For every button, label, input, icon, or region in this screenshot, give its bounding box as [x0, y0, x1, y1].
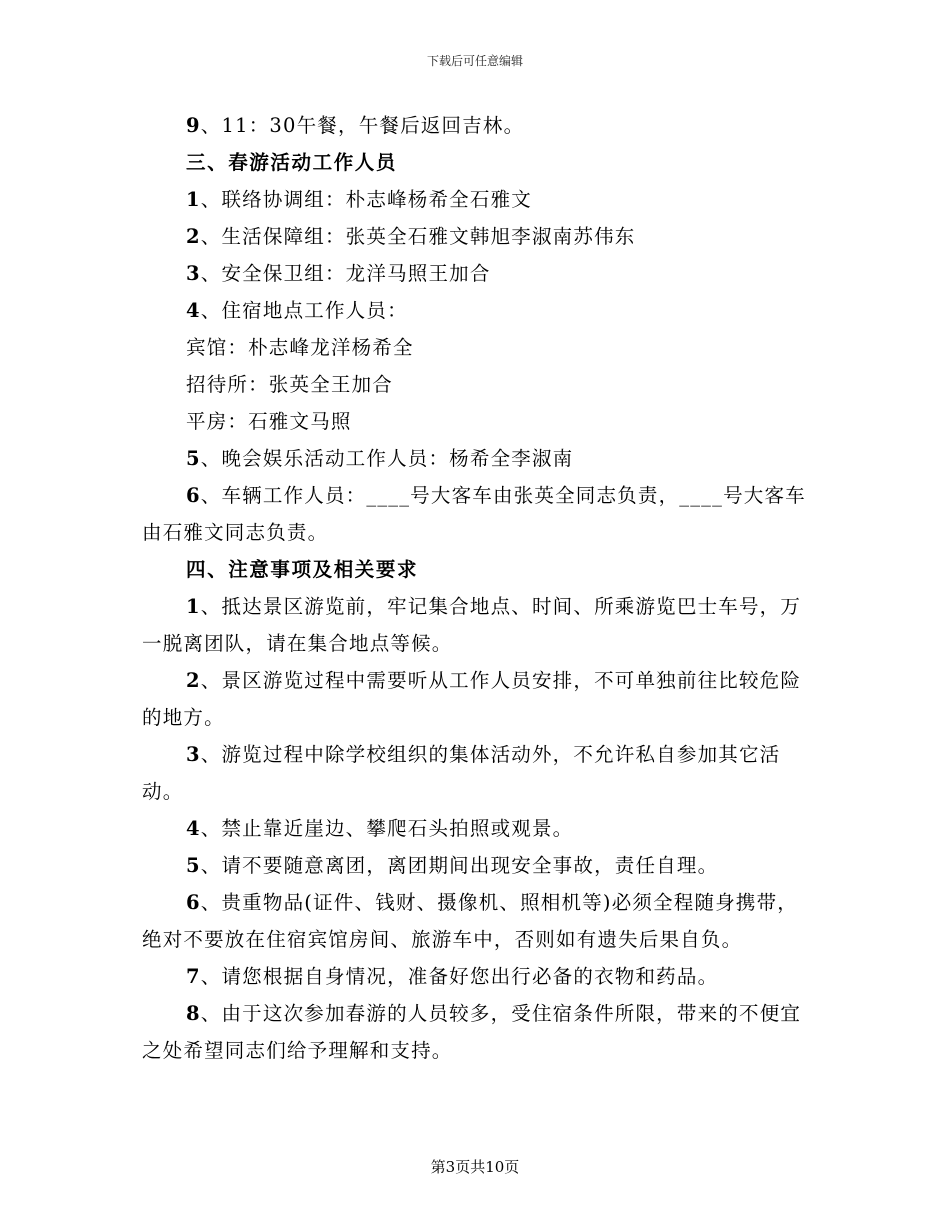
- paragraph-staff-1: [142, 181, 808, 218]
- item-number: 2: [186, 225, 201, 248]
- item-number: 4: [186, 299, 201, 322]
- paragraph-staff-6: [142, 477, 808, 551]
- page-number-footer: 第3页共10页: [430, 1158, 520, 1176]
- paragraph-text: 、车辆工作人员：____号大客车由张英全同志负责，____号大客车由石雅文同志负责。: [142, 484, 806, 544]
- item-number: 5: [186, 447, 201, 470]
- paragraph-text: 、请不要随意离团，离团期间出现安全事故，责任自理。: [200, 854, 719, 877]
- paragraph-text: 、生活保障组：张英全石雅文韩旭李淑南苏伟东: [200, 225, 636, 248]
- item-number: 3: [186, 743, 201, 766]
- item-number: 1: [186, 595, 201, 618]
- paragraph-text: 、景区游览过程中需要听从工作人员安排，不可单独前往比较危险的地方。: [142, 669, 802, 729]
- heading-text: 三、春游活动工作人员: [186, 151, 398, 174]
- paragraph-text: 、贵重物品(证件、钱财、摄像机、照相机等)必须全程随身携带，绝对不要放在住宿宾馆房间、旅游车中，否则如有遗失后果自负。: [142, 891, 798, 951]
- paragraph-text: 、住宿地点工作人员：: [200, 299, 408, 322]
- paragraph-text: 、请您根据自身情况，准备好您出行必备的衣物和药品。: [200, 965, 719, 988]
- paragraph-staff-4: [142, 292, 808, 329]
- paragraph-text: 招待所：张英全王加合: [186, 373, 394, 396]
- item-number: 6: [186, 891, 201, 914]
- paragraph-text: 宾馆：朴志峰龙洋杨希全: [186, 336, 414, 359]
- paragraph-text: 、由于这次参加春游的人员较多，受住宿条件所限，带来的不便宜之处希望同志们给予理解和支持。: [142, 1002, 802, 1062]
- section-heading-notes: [142, 551, 808, 588]
- section-heading-staff: [142, 144, 808, 181]
- paragraph-lodging-bungalow: [142, 403, 808, 440]
- item-number: 6: [186, 484, 201, 507]
- paragraph-text: 、抵达景区游览前，牢记集合地点、时间、所乘游览巴士车号，万一脱离团队，请在集合地点等候。: [142, 595, 802, 655]
- paragraph-note-2: [142, 662, 808, 736]
- paragraph-lodging-guesthouse: [142, 366, 808, 403]
- paragraph-text: 、晚会娱乐活动工作人员：杨希全李淑南: [200, 447, 574, 470]
- paragraph-note-1: [142, 588, 808, 662]
- paragraph-text: 平房：石雅文马照: [186, 410, 352, 433]
- paragraph-note-6: [142, 884, 808, 958]
- item-number: 4: [186, 817, 201, 840]
- item-number: 1: [186, 188, 201, 211]
- paragraph-text: 、禁止靠近崖边、攀爬石头拍照或观景。: [200, 817, 574, 840]
- paragraph-note-5: [142, 847, 808, 884]
- paragraph-note-8: [142, 995, 808, 1069]
- item-number: 3: [186, 262, 201, 285]
- item-number: 9: [186, 114, 201, 137]
- paragraph-schedule-9: [142, 107, 808, 144]
- item-number: 5: [186, 854, 201, 877]
- paragraph-note-7: [142, 958, 808, 995]
- item-number: 7: [186, 965, 201, 988]
- paragraph-text: 、11：30午餐，午餐后返回吉林。: [200, 114, 525, 137]
- paragraph-staff-2: [142, 218, 808, 255]
- paragraph-note-3: [142, 736, 808, 810]
- page-header: 下载后可任意编辑: [426, 54, 523, 68]
- paragraph-text: 、联络协调组：朴志峰杨希全石雅文: [200, 188, 532, 211]
- paragraph-staff-5: [142, 440, 808, 477]
- paragraph-staff-3: [142, 255, 808, 292]
- paragraph-lodging-hotel: [142, 329, 808, 366]
- document-body: [142, 107, 808, 1069]
- paragraph-text: 、安全保卫组：龙洋马照王加合: [200, 262, 491, 285]
- heading-text: 四、注意事项及相关要求: [186, 558, 419, 581]
- paragraph-text: 、游览过程中除学校组织的集体活动外，不允许私自参加其它活动。: [142, 743, 781, 803]
- paragraph-note-4: [142, 810, 808, 847]
- item-number: 2: [186, 669, 201, 692]
- item-number: 8: [186, 1002, 201, 1025]
